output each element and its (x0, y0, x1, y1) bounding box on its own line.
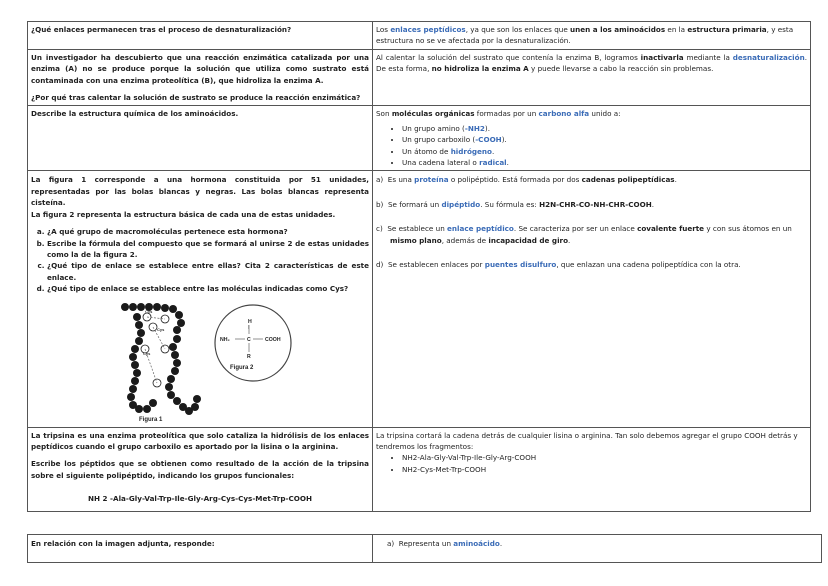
answer-list (376, 174, 807, 270)
list-item: a. ¿A qué grupo de macromoléculas pertenece esta hormona? (47, 226, 369, 237)
question-cell: ¿Qué enlaces permanecen tras el proceso de desnaturalización? (28, 22, 373, 50)
svg-text:COOH: COOH (265, 336, 281, 343)
table-row (28, 171, 811, 427)
svg-text:R: R (247, 353, 251, 360)
question-cell: En relación con la imagen adjunta, responde: (28, 535, 373, 563)
fragment-list (376, 452, 807, 475)
list-item: c. ¿Qué tipo de enlace se establece entre ellas? Cita 2 características de este enlace. (47, 260, 369, 283)
svg-text:Cys: Cys (157, 326, 165, 332)
svg-text:Cys: Cys (145, 308, 153, 314)
answer-cell: Son moléculas orgánicas formadas por un carbono alfa unido a: • Un grupo amino (-NH2). • Un grupo carboxilo (-COOH). • Un átomo de hidrógeno. • Una cadena lateral o radical. (373, 106, 811, 171)
question-cell: La tripsina es una enzima proteolítica que solo cataliza la hidrólisis de los enlaces peptídicos cuando el grupo carboxilo es aportado por la lisina o la arginina. Escribe los péptidos que se obtienen como resultado de la acción de la tripsina sobre el siguiente polipéptido, indicando los grupos funcionales: NH 2 -Ala-Gly-Val-Trp-Ile-Gly-Arg-Cys-Cys-Met-Trp-COOH (28, 427, 373, 511)
svg-text:H: H (248, 318, 252, 325)
table-row (28, 22, 811, 50)
answer-cell: Al calentar la solución del sustrato que contenía la enzima B, logramos inactivarla mediante la desnaturalización. De esta forma, no hidroliza la enzima A y puede llevarse a cabo la reacción sin problemas. (373, 49, 811, 106)
figure-1-label: Figura 1 (139, 416, 163, 423)
table-row (28, 49, 811, 106)
answer-cell (373, 171, 811, 427)
list-item: d) Se establecen enlaces por puentes disulfuro, que enlazan una cadena polipeptídica con la otra. (376, 260, 741, 270)
bottom-table (27, 534, 822, 563)
subquestion-list (31, 226, 369, 294)
table-row (28, 106, 811, 171)
table-row (28, 427, 811, 511)
answer-cell: Los enlaces peptídicos, ya que son los enlaces que unen a los aminoácidos en la estructura primaria, y esta estructura no se ve afectada por la desnaturalización. (373, 22, 811, 50)
list-item: a) Es una proteína o polipéptido. Está formada por dos cadenas polipeptídicas. (376, 175, 677, 185)
list-item: • Un grupo amino (-NH2). (402, 123, 807, 134)
list-item: • Un grupo carboxilo (-COOH). (402, 134, 807, 145)
question-cell: Un investigador ha descubierto que una reacción enzimática catalizada por una enzima (A) no se produce porque la solución que utiliza como sustrato está contaminada con una enzima proteolítica (B), que hidroliza la enzima A. ¿Por qué tras calentar la solución de sustrato se produce la reacción enzimática? (28, 49, 373, 106)
list-item: b) Se formará un dipéptido. Su fórmula es: H2N-CHR-CO-NH-CHR-COOH. (376, 199, 655, 209)
figure-2-label: Figura 2 (230, 364, 254, 371)
amino-list (376, 123, 807, 169)
list-item: • Una cadena lateral o radical. (402, 157, 807, 168)
list-item: • NH2-Cys-Met-Trp-COOH (402, 464, 807, 475)
answer-cell: La tripsina cortará la cadena detrás de cualquier lisina o arginina. Tan solo debemos agregar el grupo COOH detrás y tendremos los fragmentos: • NH2-Ala-Gly-Val-Trp-Ile-Gly-Arg-COOH • NH2-Cys-Met-Trp-COOH (373, 427, 811, 511)
svg-text:C: C (247, 336, 251, 343)
amino-acid-formula (220, 319, 281, 360)
list-item: • NH2-Ala-Gly-Val-Trp-Ile-Gly-Arg-COOH (402, 452, 807, 463)
table-row (28, 535, 822, 563)
question-cell: La figura 1 corresponde a una hormona constituida por 51 unidades, representadas por las bolas blancas y negras. Las bolas blancas representa cisteína. La figura 2 representa la estructura básica de cada una de estas unidades. a. ¿A qué grupo de macromoléculas pertenece esta hormona? b. Escribe la fórmula del compuesto que se formará al unirse 2 de estas unidades como la de la figura 2. c. ¿Qué tipo de enlace se establece entre ellas? Cita 2 características de este enlace. d. ¿Qué tipo de enlace se establece entre las moléculas indicadas como Cys? Cys Cys Cys Figura 1 H — NH₂ C COOH R Figura 2 (28, 171, 373, 427)
question-cell: Describe la estructura química de los aminoácidos. (28, 106, 373, 171)
polypeptide-sequence: NH 2 -Ala-Gly-Val-Trp-Ile-Gly-Arg-Cys-Cys-Met-Trp-COOH (88, 494, 312, 504)
hormone-figure (91, 303, 311, 425)
list-item: • Un átomo de hidrógeno. (402, 146, 807, 157)
qa-table (27, 21, 811, 512)
svg-text:—: — (247, 324, 252, 329)
list-item: d. ¿Qué tipo de enlace se establece entre las moléculas indicadas como Cys? (47, 283, 369, 294)
svg-text:NH₂: NH₂ (220, 336, 230, 343)
list-item: b. Escribe la fórmula del compuesto que se formará al unirse 2 de estas unidades como la de la figura 2. (47, 238, 369, 261)
svg-text:Cys: Cys (143, 350, 151, 356)
answer-cell: a) Representa un aminoácido. (373, 535, 822, 563)
list-item: c) Se establece un enlace peptídico. Se caracteriza por ser un enlace covalente fuerte y con sus átomos en un mismo plano, además de incapacidad de giro. (376, 224, 792, 245)
figure-area (31, 303, 369, 425)
